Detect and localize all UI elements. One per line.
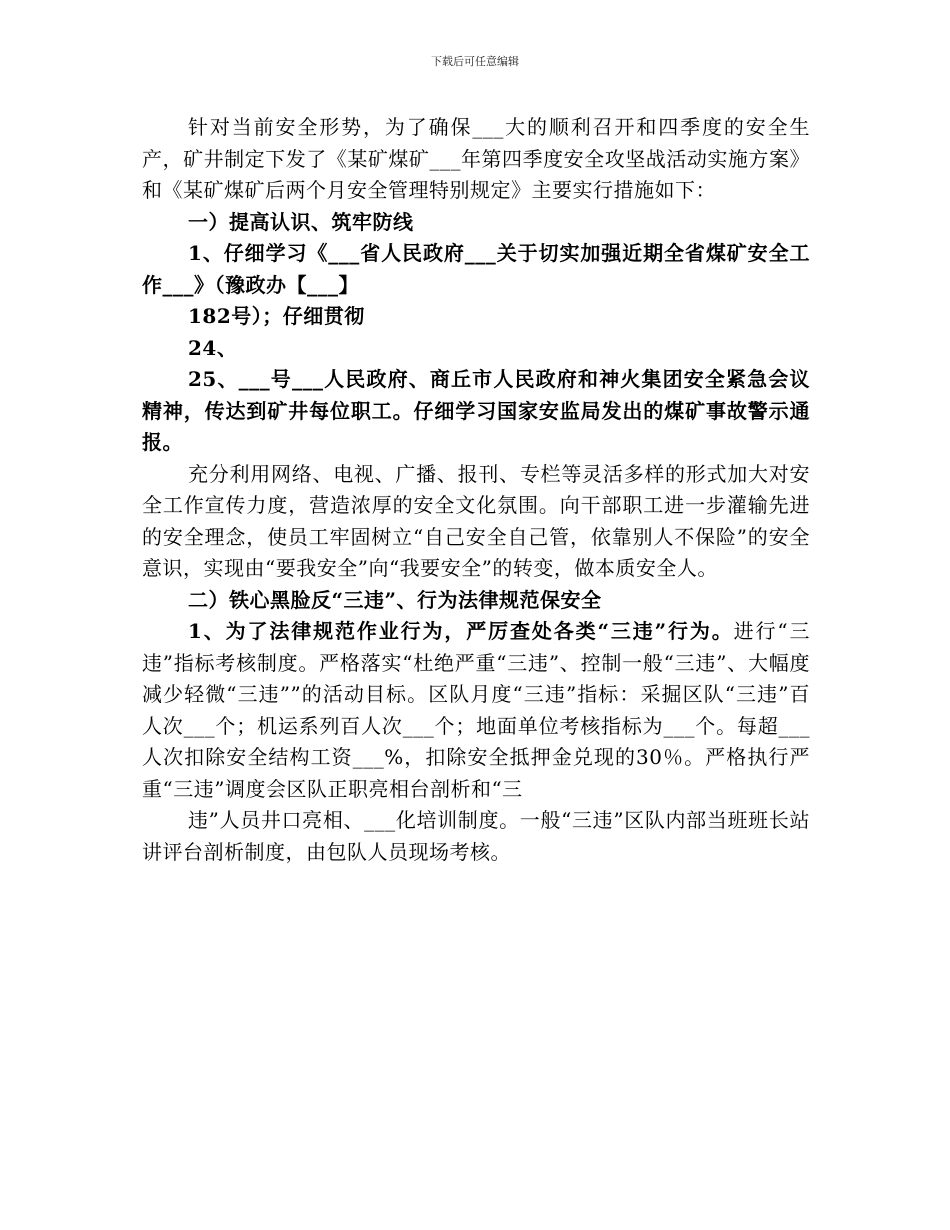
item-1-study: 1、仔细学习《___省人民政府___关于切实加强近期全省煤矿安全工作___》（豫政办【___】	[142, 241, 810, 297]
section-heading-2: 二）铁心黑脸反“三违”、行为法律规范保安全	[188, 587, 602, 612]
violation-continuation: 违”人员井口亮相、___化培训制度。一般“三违”区队内部当班班长站讲评台剖析制度，由包队人员现场考核。	[142, 808, 810, 864]
violation-paragraph	[142, 616, 810, 805]
item-1-continuation: 182号）；仔细贯彻	[188, 304, 365, 328]
section-heading-1: 一）提高认识、筑牢防线	[188, 209, 414, 234]
page-header: 下载后可任意编辑	[431, 55, 519, 68]
document-body	[142, 112, 810, 868]
violation-body: 进行“三违”指标考核制度。严格落实“杜绝严重“三违”、控制一般“三违”、大幅度减少轻微“三违””的活动目标。区队月度“三违”指标：采掘区队“三违”百人次___个；机运系列百人次___个；地面单位考核指标为___个。每超___人次扣除安全结构工资___%，扣除安全抵押金兑现的30％。严格执行严重“三违”调度会区队正职亮相台剖析和“三	[142, 619, 810, 801]
publicity-paragraph: 充分利用网络、电视、广播、报刊、专栏等灵活多样的形式加大对安全工作宣传力度，营造浓厚的安全文化氛围。向干部职工进一步灌输先进的安全理念，使员工牢固树立“自己安全自己管，依靠别人不保险”的安全意识，实现由“要我安全”向“我要安全”的转变，做本质安全人。	[142, 461, 810, 580]
item-25: 25、___号___人民政府、商丘市人民政府和神火集团安全紧急会议精神，传达到矿井每位职工。仔细学习国家安监局发出的煤矿事故警示通报。	[142, 367, 810, 454]
intro-paragraph: 针对当前安全形势，为了确保___大的顺利召开和四季度的安全生产，矿井制定下发了《某矿煤矿___年第四季度安全攻坚战活动实施方案》和《某矿煤矿后两个月安全管理特别规定》主要实行措施如下：	[142, 115, 810, 202]
violation-lead: 1、为了法律规范作业行为，严厉查处各类“三违”行为。	[188, 619, 734, 643]
item-24: 24、	[188, 335, 238, 360]
